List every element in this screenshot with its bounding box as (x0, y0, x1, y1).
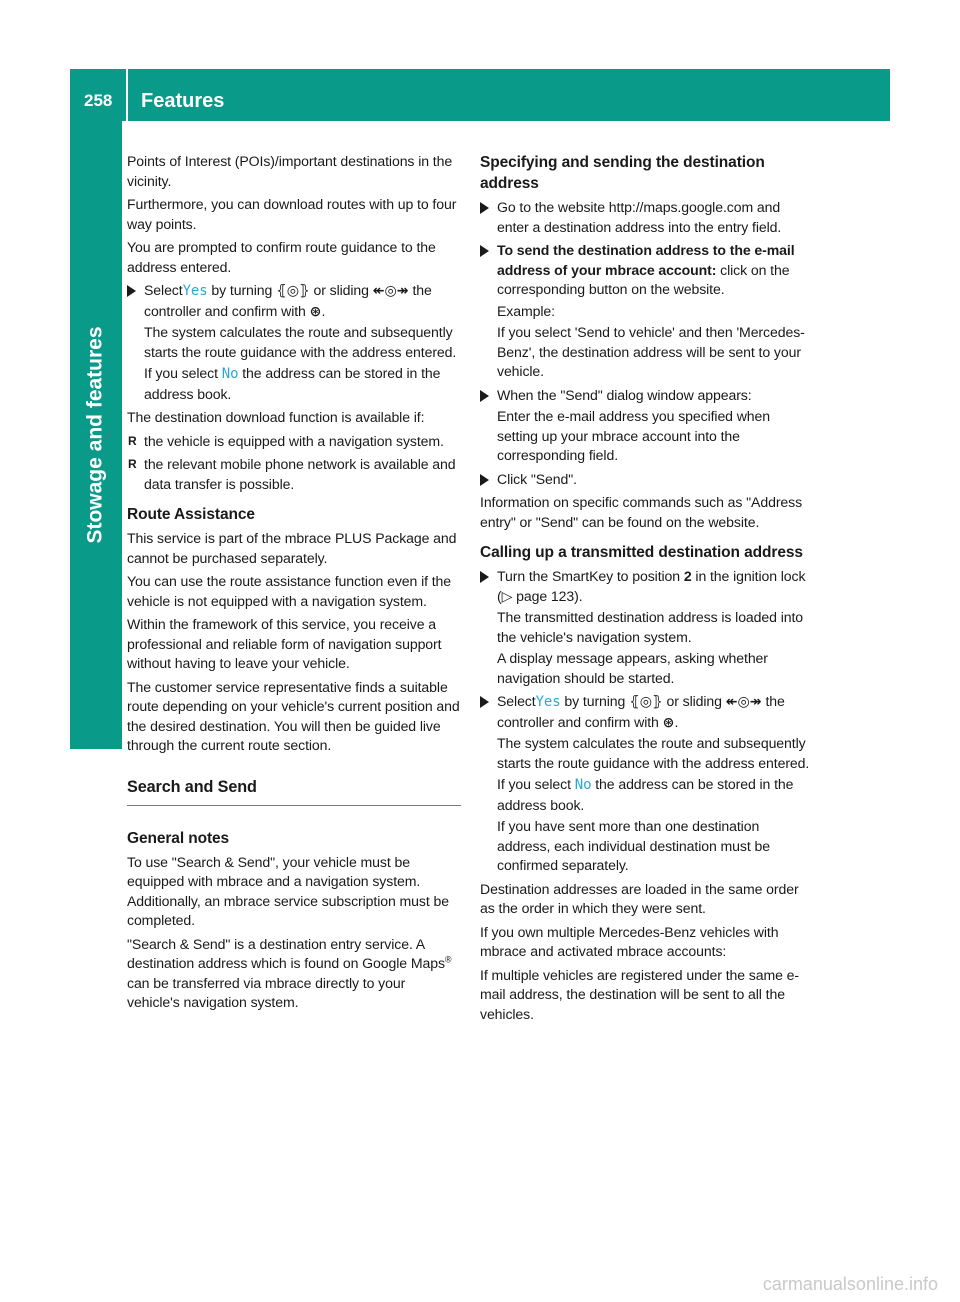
watermark: carmanualsonline.info (762, 1274, 938, 1294)
yes-option: Yes (182, 283, 208, 299)
instruction-step (480, 692, 814, 876)
step-text: Turn the SmartKey to position 2 in the ignition lock (▷ page 123). (497, 568, 806, 604)
step-result: Enter the e-mail address you specified when setting up your mbrace account into the corresponding field. (497, 408, 771, 463)
paragraph: "Search & Send" is a destination entry service. A destination address which is found on Google Maps® can be transferred via mbrace directly to your vehicle's navigation system. (127, 935, 452, 1010)
paragraph: If you own multiple Mercedes-Benz vehicles with mbrace and activated mbrace accounts: (480, 923, 779, 959)
section-divider (127, 805, 461, 806)
instruction-step (480, 386, 814, 466)
right-column (480, 152, 814, 1028)
instruction-step (480, 470, 814, 490)
paragraph: Points of Interest (POIs)/important destinations in the vicinity. (127, 153, 453, 189)
section-heading-calling-up-destination: Calling up a transmitted destination address (480, 544, 803, 561)
step-arrow-icon (480, 474, 489, 486)
paragraph: To use "Search & Send", your vehicle must be equipped with mbrace and a navigation system. Additionally, an mbrace service subscription must be completed. (127, 853, 449, 928)
step-text: To send the destination address to the e-mail address of your mbrace account: click on the corresponding button on the website. (497, 242, 795, 297)
left-column (127, 152, 461, 1017)
side-tab-label-wrapper (70, 121, 122, 749)
page-number: 258 (84, 91, 113, 110)
instruction-step (480, 241, 814, 382)
step-note: If you have sent more than one destination address, each individual destination must be confirmed separately. (497, 818, 770, 873)
instruction-step (480, 567, 814, 688)
bullet-icon: R (128, 457, 137, 471)
controller-turn-icon: ⦃◎⦄ (276, 282, 310, 298)
section-heading-route-assistance: Route Assistance (127, 506, 255, 523)
step-arrow-icon (480, 571, 489, 583)
side-tab-label: Stowage and features (84, 326, 107, 544)
bullet-icon: R (128, 433, 137, 448)
step-text: Click "Send". (497, 470, 577, 487)
controller-press-icon: ⊛ (662, 713, 675, 730)
header-divider (126, 69, 128, 121)
step-text: SelectYes by turning ⦃◎⦄ or sliding ↞◎↠ the controller and confirm with ⊛. (497, 692, 814, 732)
page-reference-icon: ▷ (501, 587, 513, 604)
controller-slide-icon: ↞◎↠ (372, 282, 409, 298)
instruction-step (480, 198, 814, 237)
paragraph: The customer service representative finds a suitable route depending on your vehicle's current position and the desired destination. You will then be guided live through the current route section. (127, 678, 460, 753)
paragraph: This service is part of the mbrace PLUS Package and cannot be purchased separately. (127, 530, 457, 566)
yes-option: Yes (535, 694, 561, 710)
registered-mark: ® (444, 954, 452, 965)
controller-slide-icon: ↞◎↠ (725, 693, 762, 709)
step-arrow-icon (127, 285, 136, 297)
step-arrow-icon (480, 245, 489, 257)
no-option: No (574, 777, 592, 793)
step-result: The transmitted destination address is loaded into the vehicle's navigation system. (497, 609, 804, 645)
controller-turn-icon: ⦃◎⦄ (629, 693, 663, 709)
section-heading-search-and-send: Search and Send (127, 777, 257, 796)
paragraph: You can use the route assistance function even if the vehicle is not equipped with a navigation system. (127, 573, 452, 609)
paragraph: Information on specific commands such as "Address entry" or "Send" can be found on the website. (480, 494, 803, 530)
section-heading-specifying-destination: Specifying and sending the destination address (480, 154, 765, 192)
step-arrow-icon (480, 696, 489, 708)
step-result: The system calculates the route and subsequently starts the route guidance with the address entered. (497, 735, 810, 771)
paragraph: If multiple vehicles are registered under the same e-mail address, the destination will be sent to all the vehicles. (480, 966, 800, 1022)
step-result: A display message appears, asking whether navigation should be started. (497, 650, 768, 686)
no-option: No (221, 366, 239, 382)
step-text: SelectYes by turning ⦃◎⦄ or sliding ↞◎↠ the controller and confirm with ⊛. (144, 281, 461, 321)
bullet-item: R the relevant mobile phone network is available and data transfer is possible. (128, 456, 456, 492)
step-note: If you select No the address can be stored in the address book. (497, 776, 794, 813)
step-arrow-icon (480, 390, 489, 402)
bullet-item: R the vehicle is equipped with a navigation system. (127, 432, 461, 452)
step-arrow-icon (480, 202, 489, 214)
step-text: Go to the website http://maps.google.com and enter a destination address into the entry field. (497, 199, 782, 235)
paragraph: You are prompted to confirm route guidance to the address entered. (127, 239, 436, 275)
step-text: When the "Send" dialog window appears: (497, 386, 752, 403)
controller-press-icon: ⊛ (309, 302, 322, 319)
paragraph: Furthermore, you can download routes with up to four way points. (127, 196, 457, 232)
step-note: If you select No the address can be stored in the address book. (144, 365, 441, 402)
instruction-step (127, 281, 461, 404)
section-heading-general-notes: General notes (127, 829, 230, 847)
step-result: The system calculates the route and subsequently starts the route guidance with the address entered. (144, 324, 457, 360)
step-example-label: Example: (497, 302, 555, 319)
paragraph: The destination download function is available if: (127, 409, 425, 425)
paragraph: Within the framework of this service, you receive a professional and reliable form of navigation support without having to leave your vehicle. (127, 616, 442, 671)
paragraph: Destination addresses are loaded in the same order as the order in which they were sent. (480, 880, 799, 916)
step-example-text: If you select 'Send to vehicle' and then 'Mercedes-Benz', the destination address will be sent to your vehicle. (497, 324, 805, 379)
page-title: Features (141, 90, 225, 112)
